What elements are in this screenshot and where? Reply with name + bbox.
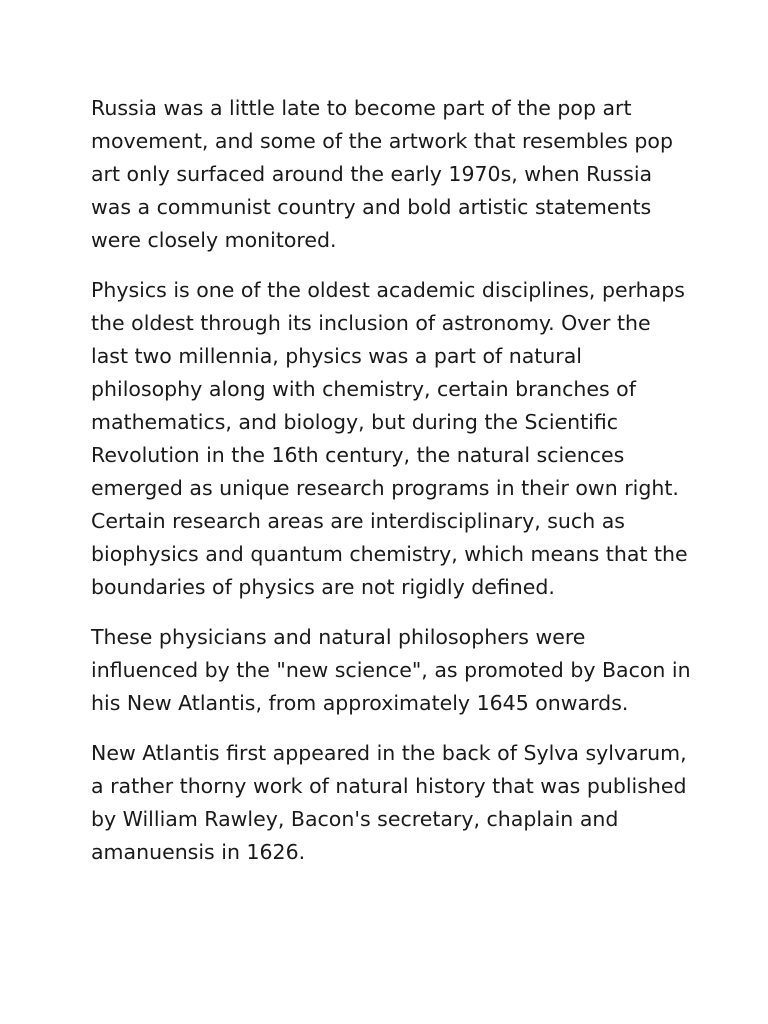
paragraph-new-science: These physicians and natural philosophers were influenced by the "new science", as promoted by Bacon in his New Atlantis, from approximately 1645 onwards. [91,625,691,715]
document-body [91,92,691,886]
paragraph-pop-art: Russia was a little late to become part of the pop art movement, and some of the artwork that resembles pop art only surfaced around the early 1970s, when Russia was a communist country and bold artistic statements were closely monitored. [91,96,673,252]
paragraph-physics: Physics is one of the oldest academic disciplines, perhaps the oldest through its inclusion of astronomy. Over the last two millennia, physics was a part of natural philosophy along with chemistry, certain branches of mathematics, and biology, but during the Scientific Revolution in the 16th century, the natural sciences emerged as unique research programs in their own right. Certain research areas are interdisciplinary, such as biophysics and quantum chemistry, which means that the boundaries of physics are not rigidly defined. [91,278,688,599]
paragraph-new-atlantis: New Atlantis first appeared in the back of Sylva sylvarum, a rather thorny work of natural history that was published by William Rawley, Bacon's secretary, chaplain and amanuensis in 1626. [91,741,687,864]
